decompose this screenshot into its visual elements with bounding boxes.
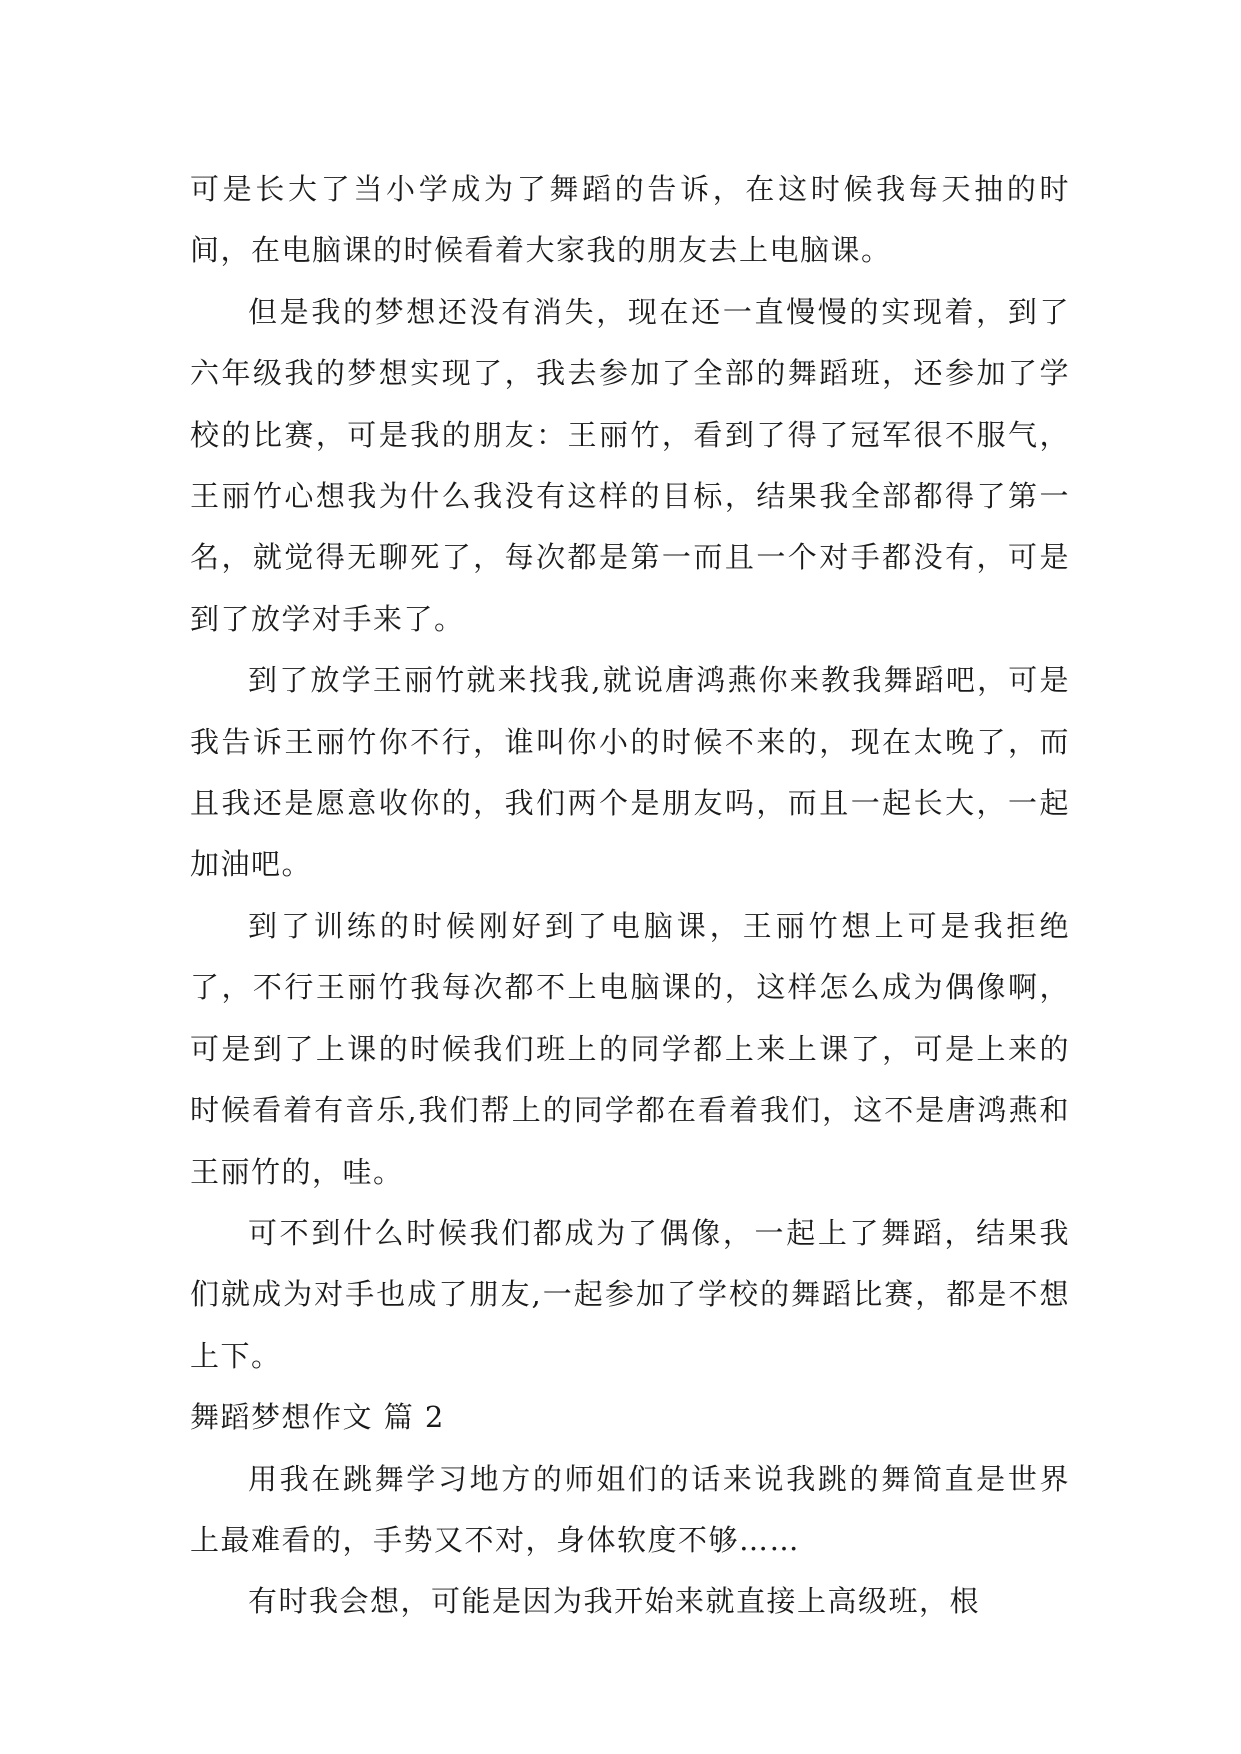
paragraph: 但是我的梦想还没有消失，现在还一直慢慢的实现着，到了六年级我的梦想实现了，我去参加了全部的舞蹈班，还参加了学校的比赛，可是我的朋友：王丽竹，看到了得了冠军很不服气，王丽竹心想我为什么我没有这样的目标，结果我全部都得了第一名，就觉得无聊死了，每次都是第一而且一个对手都没有，可是到了放学对手来了。 (190, 294, 1070, 636)
paragraph: 可是长大了当小学成为了舞蹈的告诉，在这时候我每天抽的时间，在电脑课的时候看着大家我的朋友去上电脑课。 (190, 172, 1070, 268)
paragraph: 有时我会想，可能是因为我开始来就直接上高级班，根 (248, 1584, 981, 1619)
paragraph: 用我在跳舞学习地方的师姐们的话来说我跳的舞简直是世界上最难看的，手势又不对，身体软度不够…… (190, 1461, 1070, 1557)
section-heading: 舞蹈梦想作文 篇 2 (190, 1400, 445, 1435)
paragraph: 可不到什么时候我们都成为了偶像，一起上了舞蹈，结果我们就成为对手也成了朋友,一起参加了学校的舞蹈比赛，都是不想上下。 (190, 1215, 1070, 1373)
paragraph: 到了训练的时候刚好到了电脑课，王丽竹想上可是我拒绝了，不行王丽竹我每次都不上电脑课的，这样怎么成为偶像啊，可是到了上课的时候我们班上的同学都上来上课了，可是上来的时候看着有音乐,我们帮上的同学都在看着我们，这不是唐鸿燕和王丽竹的，哇。 (190, 908, 1070, 1189)
paragraph: 到了放学王丽竹就来找我,就说唐鸿燕你来教我舞蹈吧，可是我告诉王丽竹你不行，谁叫你小的时候不来的，现在太晚了，而且我还是愿意收你的，我们两个是朋友吗，而且一起长大，一起加油吧。 (190, 663, 1070, 882)
document-body (190, 159, 1070, 1633)
